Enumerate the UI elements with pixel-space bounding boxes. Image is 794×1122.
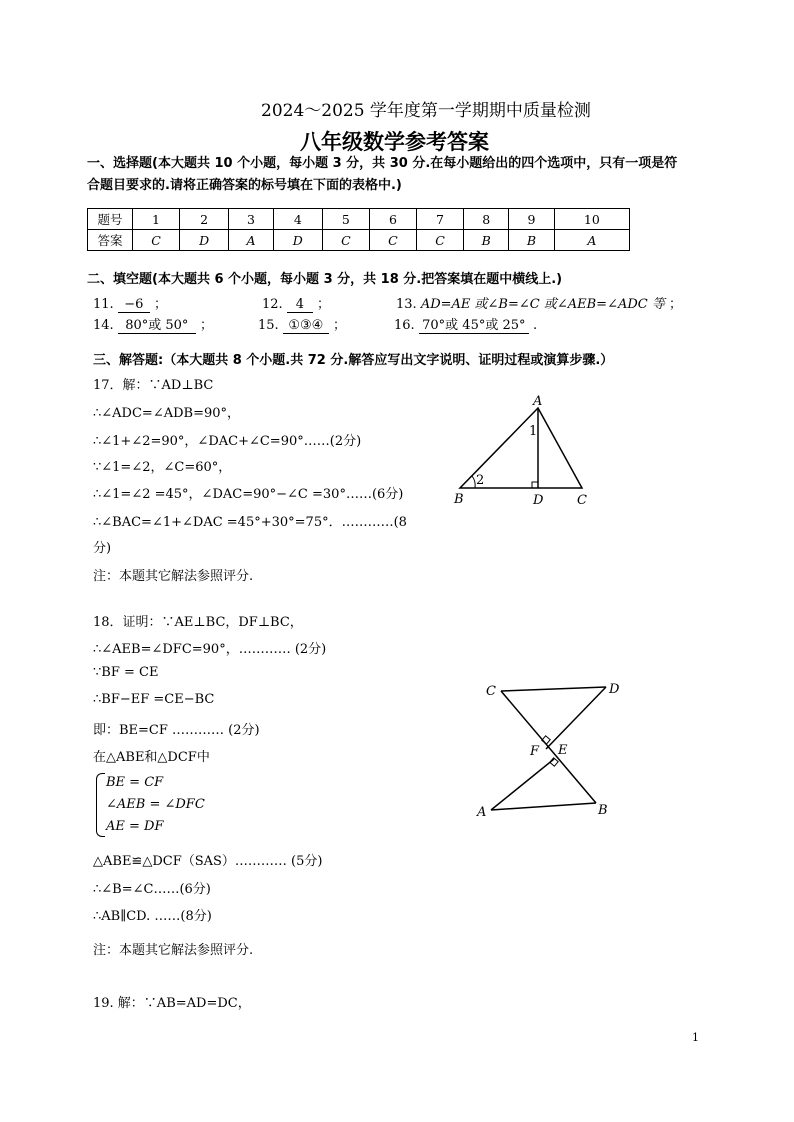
table-cell: D bbox=[273, 230, 322, 251]
q17-line5: ∴∠1=∠2 =45°，∠DAC=90°−∠C =30°……(6分) bbox=[93, 487, 404, 502]
label-a: A bbox=[533, 394, 543, 409]
segment-ab bbox=[491, 803, 596, 810]
table-cell: 2 bbox=[180, 209, 229, 230]
angle-arc-2 bbox=[472, 476, 475, 488]
system-brace bbox=[96, 773, 105, 837]
label-e: E bbox=[558, 743, 568, 758]
section1-heading-line2: 合题目要求的.请将正确答案的标号填在下面的表格中.) bbox=[87, 178, 402, 193]
segment-ae bbox=[491, 759, 554, 810]
right-angle-mark bbox=[532, 482, 538, 488]
answer-table bbox=[87, 208, 630, 251]
q17-line1: 17．解：∵AD⊥BC bbox=[93, 378, 214, 393]
q14-number: 14. bbox=[93, 318, 114, 333]
q12-number: 12. bbox=[262, 297, 283, 312]
label-b: B bbox=[598, 803, 608, 818]
q17-note: 注：本题其它解法参照评分. bbox=[93, 569, 254, 584]
q18-figure bbox=[470, 675, 630, 825]
table-cell: 5 bbox=[322, 209, 369, 230]
q12-answer: 4 bbox=[287, 297, 313, 313]
row-label: 答案 bbox=[88, 230, 133, 251]
q19-line1: 19. 解：∵AB=AD=DC， bbox=[93, 996, 251, 1011]
section1-heading-line1: 一、选择题(本大题共 10 个小题，每小题 3 分，共 30 分.在每小题给出的四个选项中，只有一项是符 bbox=[87, 156, 678, 171]
q16-tail: . bbox=[532, 318, 538, 333]
q18-line5: 即：BE=CF ………… (2分) bbox=[93, 723, 260, 738]
page-subtitle: 八年级数学参考答案 bbox=[300, 130, 489, 154]
section2-heading: 二、填空题(本大题共 6 个小题，每小题 3 分，共 18 分.把答案填在题中横线上.) bbox=[87, 272, 563, 287]
q16 bbox=[394, 314, 537, 334]
q11-answer: −6 bbox=[118, 297, 150, 313]
q14-answer: 80°或 50° bbox=[118, 314, 196, 334]
q13-answer: AD=AE 或∠B=∠C 或∠AEB=∠ADC 等 bbox=[420, 297, 665, 312]
section3-heading: 三、解答题:（本大题共 8 个小题.共 72 分.解答应写出文字说明、证明过程或演算步骤.） bbox=[93, 353, 614, 368]
table-cell: B bbox=[464, 230, 509, 251]
q18-line4: ∴BF−EF =CE−BC bbox=[93, 692, 215, 707]
q18-line1: 18．证明：∵AE⊥BC，DF⊥BC， bbox=[93, 615, 303, 630]
q13-tail: ； bbox=[669, 297, 683, 312]
table-cell: 3 bbox=[229, 209, 274, 230]
q13-number: 13. bbox=[396, 297, 417, 312]
q18-line3: ∵BF = CE bbox=[93, 665, 159, 680]
page-title: 2024～2025 学年度第一学期期中质量检测 bbox=[261, 101, 591, 121]
label-1: 1 bbox=[529, 424, 538, 439]
q12-tail: ； bbox=[316, 297, 330, 312]
q12 bbox=[262, 293, 330, 313]
table-cell: A bbox=[554, 230, 629, 251]
q15-answer: ①③④ bbox=[283, 318, 329, 334]
q18-line9: ∴AB∥CD. ……(8分) bbox=[93, 909, 212, 924]
table-cell: 6 bbox=[369, 209, 416, 230]
q13 bbox=[396, 293, 682, 312]
q18-line8: ∴∠B=∠C……(6分) bbox=[93, 882, 211, 897]
segment-df bbox=[546, 687, 606, 749]
label-c: C bbox=[577, 493, 587, 508]
table-cell: 1 bbox=[133, 209, 180, 230]
q11-number: 11. bbox=[93, 297, 114, 312]
q18-line2: ∴∠AEB=∠DFC=90°，………… (2分) bbox=[93, 642, 327, 657]
segment-cd bbox=[501, 687, 606, 691]
q18-line7: △ABE≌△DCF（SAS）………… (5分) bbox=[93, 854, 323, 869]
q14-tail: ； bbox=[199, 318, 213, 333]
table-cell: C bbox=[369, 230, 416, 251]
q14 bbox=[93, 314, 213, 334]
q17-line3: ∴∠1+∠2=90°，∠DAC+∠C=90°……(2分) bbox=[93, 434, 362, 449]
table-row-answers bbox=[88, 230, 630, 251]
table-cell: C bbox=[322, 230, 369, 251]
label-d: D bbox=[533, 493, 544, 508]
q15-tail: ； bbox=[332, 318, 346, 333]
q18-condition3: AE = DF bbox=[106, 819, 164, 834]
q15-number: 15. bbox=[258, 318, 279, 333]
table-cell: D bbox=[180, 230, 229, 251]
q11-tail: ； bbox=[153, 297, 167, 312]
table-cell: 9 bbox=[509, 209, 554, 230]
q18-condition2: ∠AEB = ∠DFC bbox=[106, 797, 205, 812]
q16-answer: 70°或 45°或 25° bbox=[419, 314, 529, 334]
q18-note: 注：本题其它解法参照评分. bbox=[93, 943, 254, 958]
table-cell: 8 bbox=[464, 209, 509, 230]
q16-number: 16. bbox=[394, 318, 415, 333]
label-a: A bbox=[477, 805, 487, 820]
q18-line6: 在△ABE和△DCF中 bbox=[93, 750, 210, 765]
row-label: 题号 bbox=[88, 209, 133, 230]
table-cell: C bbox=[133, 230, 180, 251]
label-2: 2 bbox=[476, 473, 485, 488]
q11 bbox=[93, 293, 167, 313]
table-cell: A bbox=[229, 230, 274, 251]
page-number: 1 bbox=[692, 1031, 699, 1044]
table-cell: 4 bbox=[273, 209, 322, 230]
q17-line2: ∴∠ADC=∠ADB=90°， bbox=[93, 406, 241, 421]
label-d: D bbox=[609, 682, 620, 697]
q17-line4: ∵∠1=∠2，∠C=60°， bbox=[93, 460, 232, 475]
table-cell: 7 bbox=[416, 209, 463, 230]
table-row-numbers bbox=[88, 209, 630, 230]
label-b: B bbox=[454, 492, 464, 507]
q17-line7: 分) bbox=[93, 541, 112, 556]
q17-line6: ∴∠BAC=∠1+∠DAC =45°+30°=75°．…………(8 bbox=[93, 515, 407, 530]
q17-triangle-figure bbox=[450, 390, 600, 515]
table-cell: B bbox=[509, 230, 554, 251]
q18-condition1: BE = CF bbox=[106, 775, 164, 790]
q15 bbox=[258, 314, 346, 334]
label-c: C bbox=[486, 684, 496, 699]
table-cell: 10 bbox=[554, 209, 629, 230]
table-cell: C bbox=[416, 230, 463, 251]
label-f: F bbox=[530, 744, 540, 759]
